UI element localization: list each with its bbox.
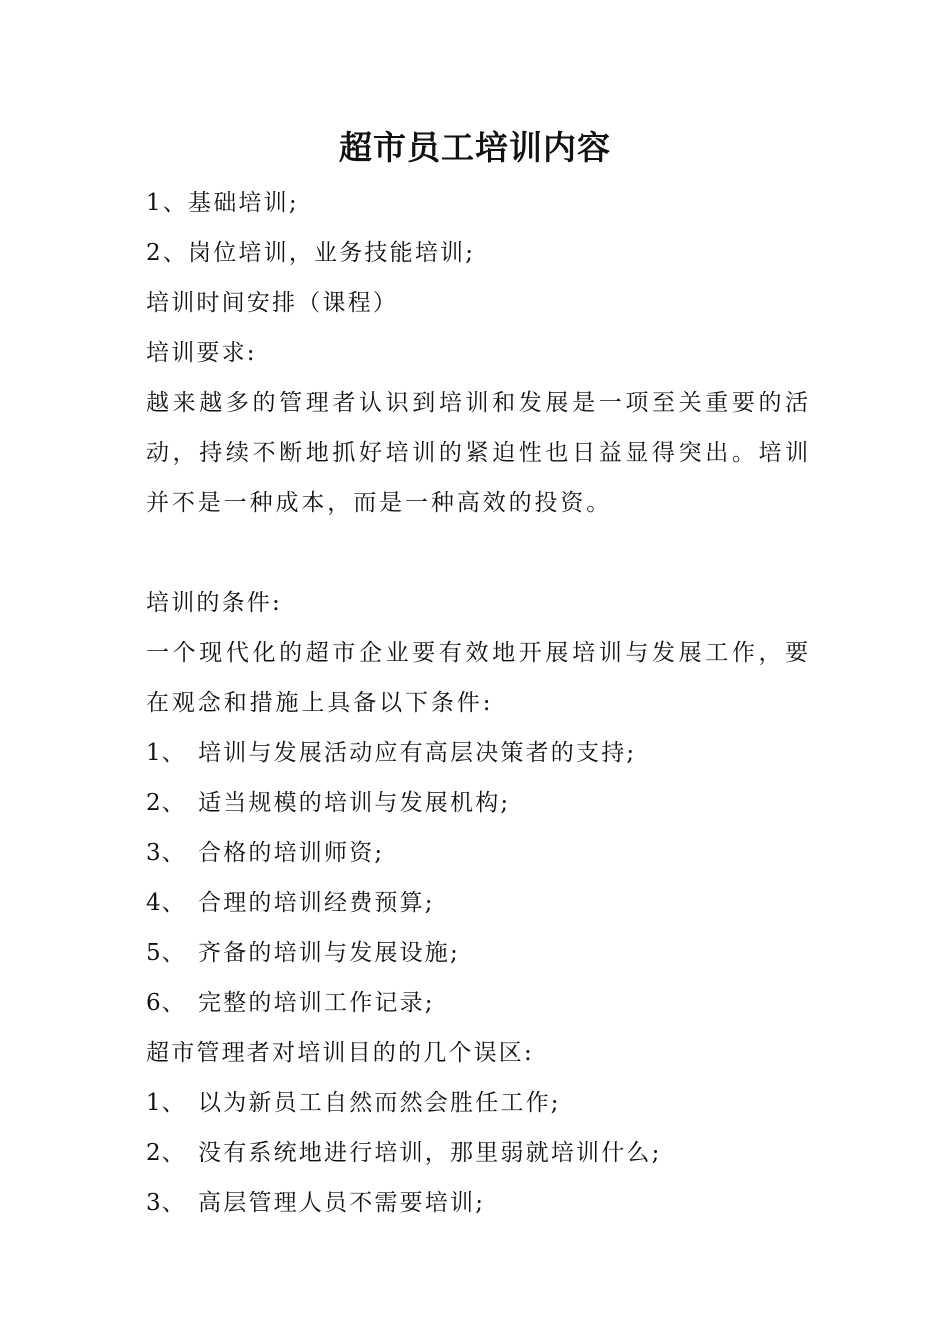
list-item-number: 4、	[146, 890, 186, 916]
list-item	[146, 1078, 811, 1128]
list-item-number: 1、	[146, 1090, 186, 1116]
list-item-text: 以为新员工自然而然会胜任工作;	[198, 1090, 561, 1116]
list-item-text: 没有系统地进行培训，那里弱就培训什么;	[198, 1140, 662, 1166]
list-item-number: 2、	[146, 790, 186, 816]
list-item	[146, 1128, 811, 1178]
list-item	[146, 728, 811, 778]
conditions-heading: 培训的条件:	[146, 590, 282, 616]
intro-line-requirements-heading: 培训要求:	[146, 340, 257, 366]
intro-line-basic-training: 1、基础培训;	[146, 190, 299, 216]
misconceptions-list	[146, 1078, 811, 1228]
list-item-text: 齐备的培训与发展设施;	[198, 940, 460, 966]
list-item-number: 6、	[146, 990, 186, 1016]
list-item	[146, 828, 811, 878]
conditions-list	[146, 728, 811, 1028]
list-item	[146, 978, 811, 1028]
list-item	[146, 778, 811, 828]
misconceptions-heading: 超市管理者对培训目的的几个误区:	[146, 1040, 534, 1066]
conditions-paragraph: 一个现代化的超市企业要有效地开展培训与发展工作，要在观念和措施上具备以下条件:	[146, 640, 811, 716]
list-item-number: 1、	[146, 740, 186, 766]
blank-line	[146, 528, 811, 578]
intro-line-position-training: 2、岗位培训，业务技能培训;	[146, 240, 476, 266]
list-item	[146, 928, 811, 978]
list-item-number: 3、	[146, 1190, 186, 1216]
list-item-number: 5、	[146, 940, 186, 966]
list-item-text: 合格的培训师资;	[198, 840, 385, 866]
list-item-text: 培训与发展活动应有高层决策者的支持;	[198, 740, 637, 766]
list-item-text: 适当规模的培训与发展机构;	[198, 790, 511, 816]
list-item-text: 完整的培训工作记录;	[198, 990, 435, 1016]
intro-line-schedule: 培训时间安排（课程）	[146, 290, 398, 316]
list-item	[146, 878, 811, 928]
requirements-paragraph: 越来越多的管理者认识到培训和发展是一项至关重要的活动，持续不断地抓好培训的紧迫性也日益显得突出。培训并不是一种成本，而是一种高效的投资。	[146, 390, 811, 516]
list-item-text: 高层管理人员不需要培训;	[198, 1190, 486, 1216]
list-item-number: 2、	[146, 1140, 186, 1166]
document-title: 超市员工培训内容	[339, 128, 611, 167]
list-item-number: 3、	[146, 840, 186, 866]
list-item	[146, 1178, 811, 1228]
list-item-text: 合理的培训经费预算;	[198, 890, 435, 916]
document-body	[146, 178, 811, 1228]
